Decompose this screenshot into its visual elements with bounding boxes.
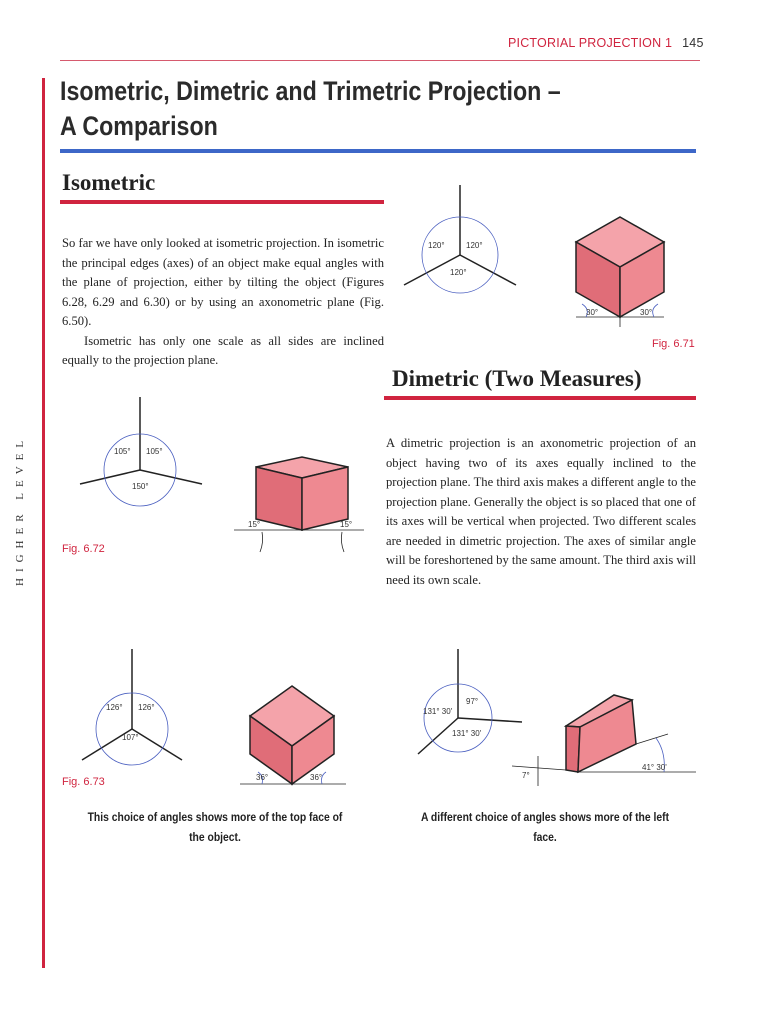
isometric-heading-rule bbox=[60, 200, 384, 204]
fig-6-71-angle-left: 120° bbox=[428, 241, 445, 250]
fig-6-73-cube bbox=[240, 680, 348, 792]
margin-bar bbox=[42, 78, 45, 968]
fig-6-74-base-angle-left: 7° bbox=[522, 771, 530, 780]
fig-6-72-axes bbox=[76, 392, 211, 522]
fig-6-72-cube bbox=[234, 448, 364, 554]
fig-6-73-angle-right: 126° bbox=[138, 703, 155, 712]
fig-6-73-angle-bottom: 107° bbox=[122, 733, 139, 742]
page-title bbox=[60, 74, 610, 144]
fig-6-72-base-angle-right: 15° bbox=[340, 520, 353, 529]
fig-6-72-angle-left: 105° bbox=[114, 447, 131, 456]
fig-6-74-base-angle-right: 41° 30' bbox=[642, 763, 667, 772]
fig-6-71-cube bbox=[560, 205, 695, 330]
title-rule bbox=[60, 149, 696, 153]
fig-6-72-base-angle-left: 15° bbox=[248, 520, 261, 529]
fig-6-71-base-angle-right: 30° bbox=[640, 308, 653, 317]
side-tab-text: HIGHER LEVEL bbox=[14, 434, 26, 586]
isometric-paragraph-2: Isometric has only one scale as all sides are inclined equally to the projection plane. bbox=[62, 333, 384, 367]
dimetric-heading-rule bbox=[384, 396, 696, 400]
fig-6-71-label: Fig. 6.71 bbox=[652, 338, 695, 350]
isometric-body bbox=[62, 234, 384, 371]
fig-6-74-angle-bottom: 131° 30' bbox=[452, 729, 482, 738]
running-head bbox=[508, 36, 704, 50]
fig-6-73-axes bbox=[70, 644, 200, 774]
isometric-paragraph-1: So far we have only looked at isometric projection. In isometric the principal edges (axes) of an object make equal angles with the plane of projection, either by tilting the object (Figures 6.28, 6.29 and 6.30) or by using an axonometric plane (Fig. 6.50). bbox=[62, 236, 384, 328]
fig-6-73-base-angle-left: 36° bbox=[256, 773, 269, 782]
header-rule bbox=[60, 60, 700, 61]
fig-6-71-base-angle-left: 30° bbox=[586, 308, 599, 317]
dimetric-heading: Dimetric (Two Measures) bbox=[392, 366, 642, 391]
fig-6-73-base-angle-right: 36° bbox=[310, 773, 323, 782]
fig-6-74-angle-right: 97° bbox=[466, 697, 479, 706]
fig-6-74-angle-left: 131° 30' bbox=[423, 707, 453, 716]
fig-6-71-angle-right: 120° bbox=[466, 241, 483, 250]
caption-left: This choice of angles shows more of the top face of the object. bbox=[87, 812, 343, 844]
caption-right: A different choice of angles shows more of the left face. bbox=[420, 812, 670, 844]
running-head-title: PICTORIAL PROJECTION 1 bbox=[508, 36, 673, 50]
fig-6-71-axes bbox=[396, 180, 526, 310]
isometric-heading: Isometric bbox=[62, 170, 156, 195]
page-title-line-1: Isometric, Dimetric and Trimetric Projection – bbox=[60, 76, 561, 106]
fig-6-73-label: Fig. 6.73 bbox=[62, 776, 105, 788]
fig-6-73-angle-left: 126° bbox=[106, 703, 123, 712]
fig-6-72-angle-bottom: 150° bbox=[132, 482, 149, 491]
dimetric-paragraph: A dimetric projection is an axonometric projection of an object having two of its axes equally inclined to the projection plane. The third axis makes a different angle to the projection plane. Generally the object is so placed that one of its axes will be vertical when projected. Two different scales are needed in dimetric projection. The axes of similar angle will be foreshortened by the same amount. The third axis will need its own scale. bbox=[386, 436, 696, 587]
fig-6-72-angle-right: 105° bbox=[146, 447, 163, 456]
dimetric-body bbox=[386, 434, 696, 590]
page-title-line-2: A Comparison bbox=[60, 111, 218, 141]
page-number: 145 bbox=[682, 36, 704, 50]
fig-6-74-box bbox=[506, 686, 698, 790]
fig-6-72-label: Fig. 6.72 bbox=[62, 543, 105, 555]
fig-6-71-angle-bottom: 120° bbox=[450, 268, 467, 277]
